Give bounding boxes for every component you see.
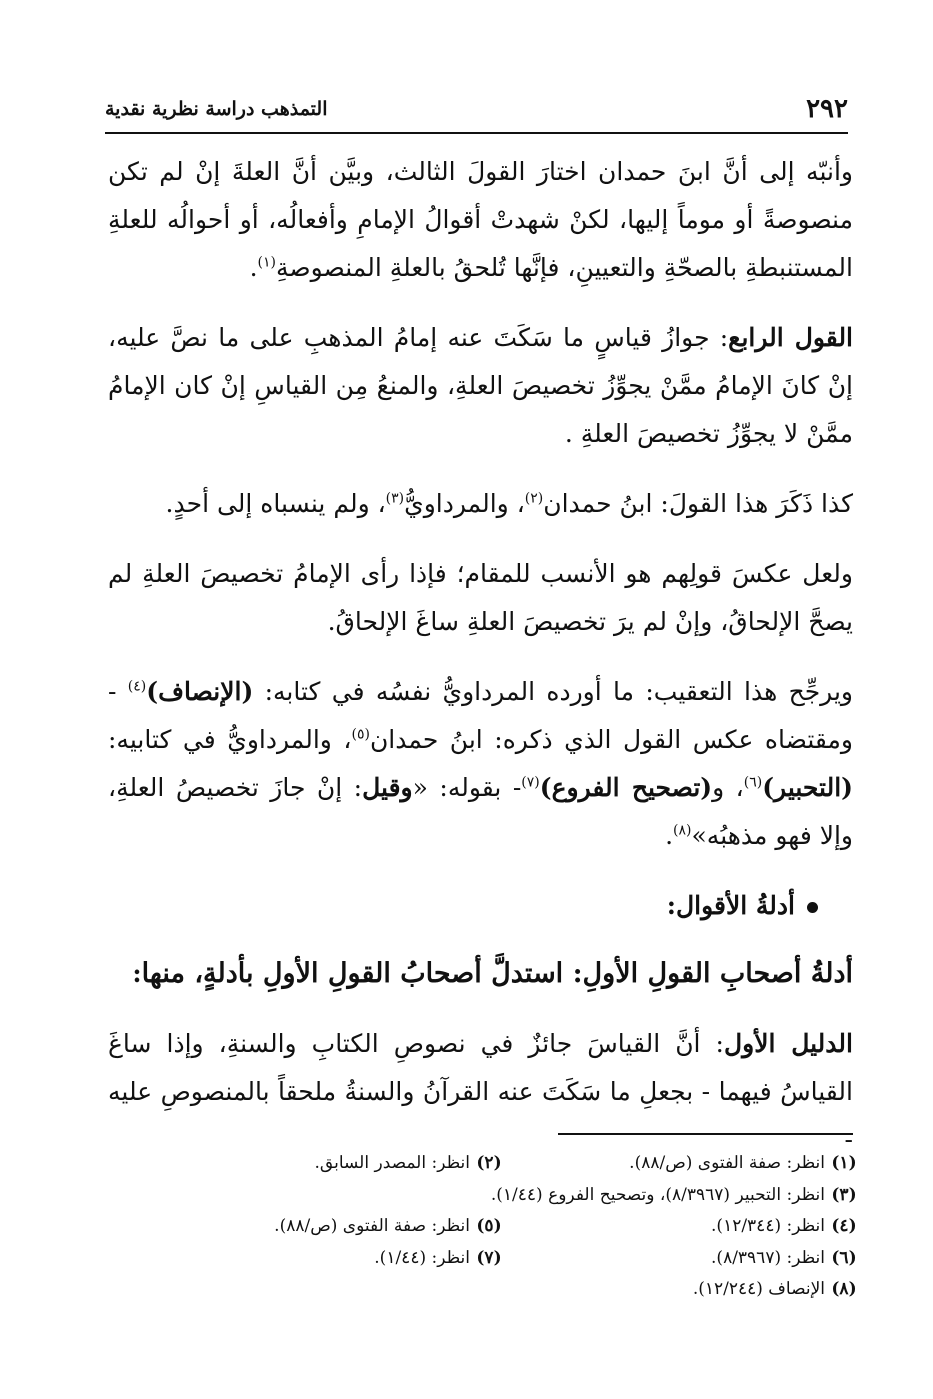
footnote: (٥) انظر: صفة الفتوى (ص/٨٨). <box>274 1216 502 1236</box>
footnote-ref[interactable]: (٦) <box>743 774 763 791</box>
section-lead: القول الرابع <box>728 323 854 352</box>
paragraph-2: القول الرابع: جوازُ قياسٍ ما سَكَتَ عنه إمامُ المذهبِ على ما نصَّ عليه، إنْ كانَ الإمامُ ممَّنْ يجوِّزُ تخصيصَ العلةِ، والمنعُ مِن القياسِ إنْ كان الإمامُ ممَّنْ لا يجوِّزُ تخصيصَ العلةِ . <box>108 323 854 448</box>
section-heading: أدلةُ الأقوال: <box>108 882 853 930</box>
footnote-row <box>83 1243 863 1275</box>
footnote: (٢) انظر: المصدر السابق. <box>314 1153 502 1173</box>
paragraph-6: أدلةُ أصحابِ القولِ الأولِ: استدلَّ أصحابُ القولِ الأولِ بأدلةٍ، منها: <box>132 958 853 989</box>
footnote-ref[interactable]: (٣) <box>385 490 405 507</box>
running-header <box>105 92 848 134</box>
paragraph-3: كذا ذَكَرَ هذا القولَ: ابنُ حمدان$^{(٢)}$، والمرداويُّ$^{(٣)}$، ولم ينسباه إلى أحدٍ. <box>165 489 853 518</box>
paragraph-7: الدليل الأول: أنَّ القياسَ جائزٌ في نصوصِ الكتابِ والسنةِ، وإذا ساغَ القياسُ فيهما - بجعلِ ما سَكَتَ عنه القرآنُ والسنةُ ملحقاً بالمنصوصِ عليه - <box>108 1029 853 1154</box>
page-number: ٢٩٢ <box>806 94 848 124</box>
footnote: (٦) انظر: (٨/٣٩٦٧). <box>711 1247 857 1268</box>
footnote-ref[interactable]: (١) <box>257 254 276 271</box>
paragraph-4: ولعل عكسَ قولِهم هو الأنسب للمقام؛ فإذا رأى الإمامُ تخصيصَ العلةِ لم يصحَّ الإلحاقُ، وإنْ لم يرَ تخصيصَ العلةِ ساغَ الإلحاقُ. <box>108 559 853 636</box>
footnote-ref[interactable]: (٤) <box>127 678 147 695</box>
footnote-ref[interactable]: (٧) <box>521 774 540 791</box>
book-ref: (التحبير) <box>762 773 853 802</box>
footnote: (٤) انظر: (١٢/٣٤٤). <box>711 1216 857 1236</box>
footnote-row <box>83 1148 863 1180</box>
paragraph-1: وأنبّه إلى أنَّ ابنَ حمدان اختارَ القولَ الثالث، وبيَّن أنَّ العلةَ إنْ لم تكن منصوصةً أو موماً إليها، لكنْ شهدتْ أقوالُ الإمامِ وأفعالُه، أو أحوالُه للعلةِ المستنبطةِ بالصحّةِ والتعيينِ، فإنَّها تُلحقُ بالعلةِ المنصوصةِ$^{(١)}$. <box>108 157 853 282</box>
footnotes <box>83 1148 863 1306</box>
footnote: (٧) انظر: (١/٤٤). <box>374 1247 502 1268</box>
footnote-ref[interactable]: (٥) <box>351 726 370 743</box>
book-ref: (الإنصاف) <box>146 677 254 706</box>
footnote: (١) انظر: صفة الفتوى (ص/٨٨). <box>629 1153 857 1173</box>
footnote-row <box>83 1180 863 1212</box>
footnote-row <box>83 1274 863 1306</box>
footnote-ref[interactable]: (٨) <box>673 822 692 839</box>
main-text <box>108 148 853 1186</box>
footnote: (٣) انظر: التحبير (٨/٣٩٦٧)، وتصحيح الفروع (١/٤٤). <box>490 1184 857 1205</box>
footnote: (٨) الإنصاف (١٢/٢٤٤). <box>692 1279 857 1299</box>
section-lead: الدليل الأول <box>723 1029 853 1058</box>
bullet-icon <box>807 902 818 913</box>
footnote-row <box>83 1211 863 1243</box>
book-ref: (تصحيح الفروع) <box>539 773 713 802</box>
book-title: التمذهب دراسة نظرية نقدية <box>105 98 328 120</box>
paragraph-5: ويرجِّح هذا التعقيب: ما أورده المرداويُّ نفسُه في كتابه: (الإنصاف)$^{(٤)}$ - ومقتضاه عكس القول الذي ذكره: ابنُ حمدان$^{(٥)}$، والمرداويُّ في كتابيه: (التحبير)$^{(٦)}$، و(تصحيح الفروع)$^{(٧)}$- بقوله: «وقيل: إنْ جازَ تخصيصُ العلةِ، وإلا فهو مذهبُه»$^{(٨)}$. <box>108 677 853 850</box>
subsection-heading: أدلةُ أصحابِ القولِ الأولِ: استدلَّ أصحابُ القولِ الأولِ بأدلةٍ، منها <box>141 958 853 989</box>
footnote-ref[interactable]: (٢) <box>524 490 544 507</box>
footnote-separator <box>558 1133 853 1135</box>
